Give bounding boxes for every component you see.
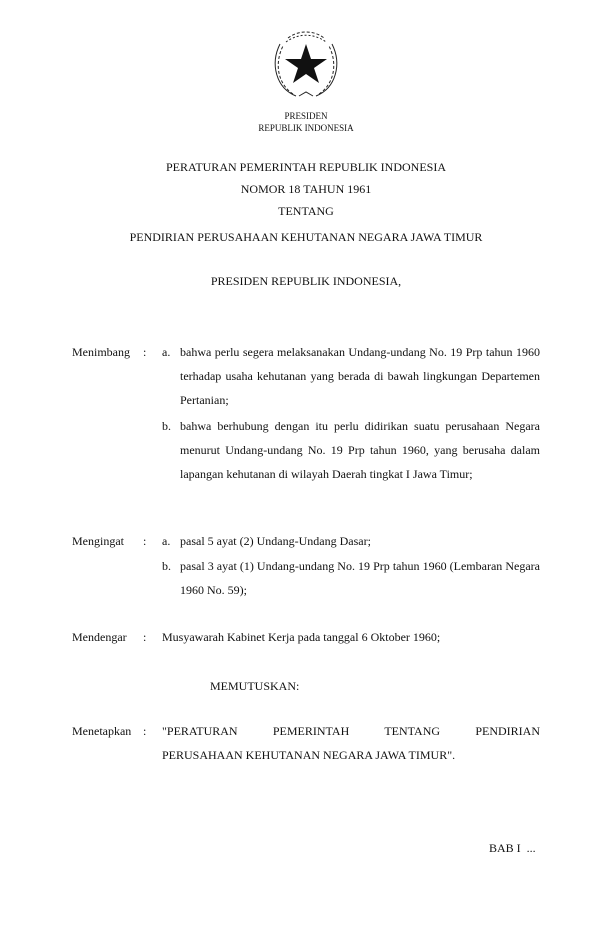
mengingat-colon: : <box>143 534 147 548</box>
mengingat-b-text: pasal 3 ayat (1) Undang-undang No. 19 Prp tahun 1960 (Lembaran Negara 1960 No. 59); <box>180 559 540 597</box>
menimbang-a-mark: a. <box>162 345 171 359</box>
mendengar-colon: : <box>143 630 147 644</box>
mengingat-a-mark: a. <box>162 534 171 548</box>
memutuskan-heading: MEMUTUSKAN: <box>210 679 300 693</box>
menimbang-label: Menimbang <box>72 345 130 359</box>
mengingat-b-mark: b. <box>162 559 171 573</box>
title-tentang: TENTANG <box>278 204 334 218</box>
mendengar-label: Mendengar <box>72 630 127 644</box>
mengingat-label: Mengingat <box>72 534 124 548</box>
menetapkan-line2: PERUSAHAAN KEHUTANAN NEGARA JAWA TIMUR". <box>162 748 456 762</box>
menetapkan-colon: : <box>143 724 147 738</box>
star-wreath-icon <box>266 24 346 104</box>
mendengar-text: Musyawarah Kabinet Kerja pada tanggal 6 Oktober 1960; <box>162 630 441 644</box>
opening: PRESIDEN REPUBLIK INDONESIA, <box>210 274 402 288</box>
menimbang-a-text: bahwa perlu segera melaksanakan Undang-undang No. 19 Prp tahun 1960 terhadap usaha kehutanan yang berada di bawah lingkungan Departemen Pertanian; <box>180 345 540 407</box>
menimbang-b-text: bahwa berhubung dengan itu perlu didirikan suatu perusahaan Negara menurut Undang-undang No. 19 Prp tahun 1960, yang berusaha dalam lapangan kehutanan di wilayah Daerah tingkat I Jawa Timur; <box>180 419 540 481</box>
header-line1: PRESIDEN <box>284 111 328 121</box>
header-line2: REPUBLIK INDONESIA <box>258 123 354 133</box>
mengingat-a-text: pasal 5 ayat (2) Undang-Undang Dasar; <box>180 534 371 548</box>
page-continuation: BAB I ... <box>489 841 536 855</box>
menimbang-b-mark: b. <box>162 419 171 433</box>
presidential-emblem <box>266 24 346 104</box>
title-number: NOMOR 18 TAHUN 1961 <box>240 182 372 196</box>
title-line1: PERATURAN PEMERINTAH REPUBLIK INDONESIA <box>165 160 447 174</box>
menetapkan-line1: "PERATURAN PEMERINTAH TENTANG PENDIRIAN <box>162 724 540 738</box>
menetapkan-label: Menetapkan <box>72 724 132 738</box>
title-subject: PENDIRIAN PERUSAHAAN KEHUTANAN NEGARA JAWA TIMUR <box>129 230 483 244</box>
menimbang-colon: : <box>143 345 147 359</box>
